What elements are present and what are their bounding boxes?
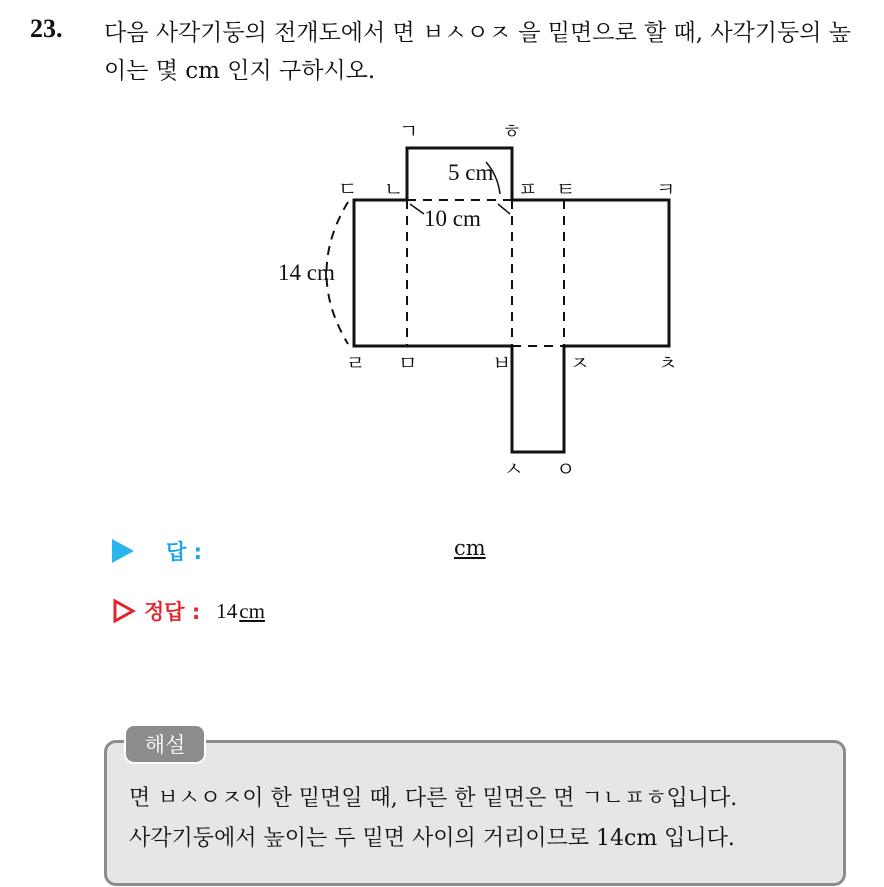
dimension-middle-label: 10 cm [424, 206, 481, 231]
answer-label: 답 : [166, 540, 202, 564]
vertex-label-j: ㅈ [570, 351, 590, 375]
play-triangle-icon [112, 539, 134, 563]
vertex-label-g: ㄱ [399, 119, 419, 143]
correct-answer-unit: cm [239, 598, 265, 623]
outline-triangle-icon [112, 598, 136, 624]
dimension-side-label: 14 cm [278, 260, 335, 285]
explanation-tab: 해설 [124, 724, 206, 764]
correct-answer-row [112, 594, 265, 628]
vertex-label-b: ㅂ [492, 351, 512, 375]
explanation-line-1: 면 ㅂㅅㅇㅈ이 한 밑면일 때, 다른 한 밑면은 면 ㄱㄴㅍㅎ입니다. [129, 786, 738, 811]
net-diagram [260, 110, 720, 490]
vertex-label-ch: ㅊ [658, 351, 678, 375]
vertex-label-k: ㅋ [656, 177, 676, 201]
vertex-label-d: ㄷ [338, 177, 358, 201]
vertex-label-r: ㄹ [346, 351, 366, 375]
correct-answer-label: 정답 : [144, 600, 201, 624]
vertex-label-t: ㅌ [556, 177, 576, 201]
answer-row [112, 534, 202, 568]
question-number: 23. [30, 14, 63, 43]
explanation-line-2: 사각기둥에서 높이는 두 밑면 사이의 거리이므로 14cm 입니다. [129, 826, 735, 851]
question-text: 다음 사각기둥의 전개도에서 면 ㅂㅅㅇㅈ 을 밑면으로 할 때, 사각기둥의 높이는 몇 cm 인지 구하시오. [104, 20, 851, 84]
explanation-box [104, 740, 846, 886]
vertex-label-n: ㄴ [384, 177, 404, 201]
vertex-label-o: ㅇ [556, 457, 576, 481]
explanation-text [129, 779, 827, 859]
dimension-top-label: 5 cm [448, 160, 494, 185]
correct-answer-value: 14 [216, 598, 238, 623]
answer-unit: cm [454, 536, 486, 560]
vertex-label-p: ㅍ [518, 177, 538, 201]
vertex-label-h: ㅎ [502, 119, 522, 143]
vertex-label-m: ㅁ [398, 351, 418, 375]
vertex-label-s: ㅅ [504, 457, 524, 481]
net-diagram-svg [260, 110, 720, 490]
correct-answer-value-group [216, 599, 265, 624]
